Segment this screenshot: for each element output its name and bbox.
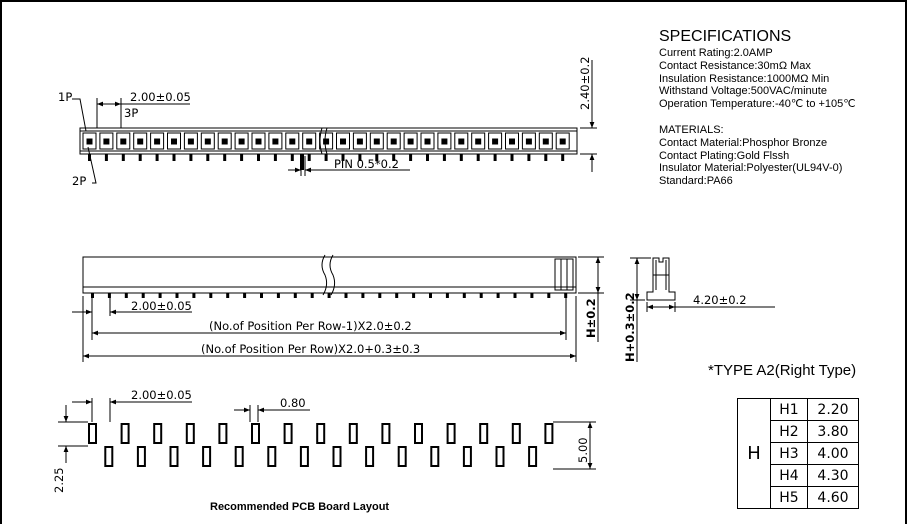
top-view-pin — [544, 154, 547, 161]
break-line — [320, 128, 322, 154]
side-view-pin — [361, 293, 364, 298]
top-view-pin — [223, 154, 226, 161]
side-view-pin — [176, 293, 179, 298]
top-view-contact — [357, 139, 362, 144]
height-value: 4.00 — [808, 443, 859, 465]
table-row — [738, 399, 859, 421]
length-outer-text: (No.of Position Per Row)X2.0+0.3±0.3 — [201, 342, 421, 356]
top-view-contact — [239, 139, 244, 144]
side-view-pins — [91, 293, 567, 298]
side-view-pin — [209, 293, 212, 298]
side-view-pin — [395, 293, 398, 298]
top-view-contact — [256, 139, 261, 144]
pcb-pad — [268, 447, 275, 466]
side-view-pin — [480, 293, 483, 298]
side-view-pin — [530, 293, 533, 298]
top-view-pin — [156, 154, 159, 161]
type-star: * — [708, 362, 714, 379]
pcb-pad — [334, 447, 341, 466]
spec-line: Operation Temperature:-40℃ to +105℃ — [659, 98, 856, 111]
type-title — [708, 362, 856, 379]
top-view-contact — [391, 139, 396, 144]
top-view-contact — [307, 139, 312, 144]
top-view-pin — [527, 154, 530, 161]
side-view-pin — [192, 293, 195, 298]
top-view-pin — [173, 154, 176, 161]
height-group-label: H — [738, 399, 771, 509]
top-view-pin — [325, 154, 328, 161]
material-line: Contact Plating:Gold Flssh — [659, 149, 790, 162]
height-name: H3 — [771, 443, 808, 465]
type-title-text: TYPE A2(Right Type) — [713, 362, 857, 379]
top-view-contact — [476, 139, 481, 144]
top-view-contact — [425, 139, 430, 144]
pcb-pad — [285, 424, 292, 443]
top-view-pins — [88, 154, 564, 170]
side-view-pin — [497, 293, 500, 298]
top-view-pin — [477, 154, 480, 161]
pcb-pad — [464, 447, 471, 466]
top-view-contact — [526, 139, 531, 144]
top-view-pin — [308, 154, 311, 161]
top-view-contact — [138, 139, 143, 144]
height-value: 4.30 — [808, 465, 859, 487]
top-view-contact — [459, 139, 464, 144]
pcb-caption: Recommended PCB Board Layout — [210, 501, 390, 513]
material-line: Insulator Material:Polyester(UL94V-0) — [659, 162, 843, 175]
height-value: 3.80 — [808, 421, 859, 443]
top-view-contact — [155, 139, 160, 144]
end-width-text: 4.20±0.2 — [693, 293, 747, 307]
side-view-body — [83, 257, 576, 293]
pcb-pad — [513, 424, 520, 443]
break-line — [322, 255, 327, 295]
top-view-pin — [105, 154, 108, 161]
pcb-pad — [219, 424, 226, 443]
side-view-pin — [226, 293, 229, 298]
height-name: H4 — [771, 465, 808, 487]
side-view-pin — [125, 293, 128, 298]
pcb-pad — [252, 424, 259, 443]
label-2p: 2P — [72, 174, 87, 188]
leader-2p — [88, 147, 96, 183]
pcb-pad — [317, 424, 324, 443]
top-view-pin — [511, 154, 514, 161]
side-view-pin — [260, 293, 263, 298]
pin-size-text: PIN 0.5*0.2 — [334, 157, 399, 171]
pcb-pad — [448, 424, 455, 443]
break-line — [330, 255, 335, 295]
length-inner-text: (No.of Position Per Row-1)X2.0±0.2 — [209, 319, 412, 333]
side-view-pin — [429, 293, 432, 298]
height-value: 4.60 — [808, 487, 859, 509]
top-pitch-text: 2.00±0.05 — [130, 90, 191, 104]
side-view-pin — [311, 293, 314, 298]
top-view-contact — [374, 139, 379, 144]
top-view-contact — [341, 139, 346, 144]
top-view-contact — [104, 139, 109, 144]
pcb-pad — [187, 424, 194, 443]
side-view-pin — [412, 293, 415, 298]
top-view-pin — [257, 154, 260, 161]
side-pitch-text: 2.00±0.05 — [131, 299, 192, 313]
side-view-pin — [142, 293, 145, 298]
pcb-pad — [154, 424, 161, 443]
side-view-pin — [345, 293, 348, 298]
height-value: 2.20 — [808, 399, 859, 421]
side-view-pin — [328, 293, 331, 298]
label-1p: 1P — [58, 90, 73, 104]
top-view-pin — [426, 154, 429, 161]
pcb-pad — [138, 447, 145, 466]
label-3p: 3P — [124, 106, 139, 120]
top-view-pin — [189, 154, 192, 161]
top-view-pin — [122, 154, 125, 161]
pcb-pad — [203, 447, 210, 466]
h-total-text: H+0.3±0.2 — [623, 292, 637, 362]
pcb-pad — [415, 424, 422, 443]
pcb-pad — [301, 447, 308, 466]
top-view-contact — [290, 139, 295, 144]
pcb-pad — [366, 447, 373, 466]
specifications-title: SPECIFICATIONS — [659, 28, 792, 45]
top-view-contact — [87, 139, 92, 144]
end-view — [630, 258, 775, 362]
side-view-pin — [277, 293, 280, 298]
pcb-pad — [350, 424, 357, 443]
top-view-contact — [510, 139, 515, 144]
side-view-pin — [159, 293, 162, 298]
side-view-end — [555, 259, 573, 290]
spec-line: Insulation Resistance:1000MΩ Min — [659, 72, 830, 85]
top-view-pin — [240, 154, 243, 161]
top-view-pin — [274, 154, 277, 161]
top-view-contact — [172, 139, 177, 144]
top-view-pin — [409, 154, 412, 161]
pcb-pad — [480, 424, 487, 443]
side-view-pin — [547, 293, 550, 298]
top-view-pin — [561, 154, 564, 161]
top-view-pin — [494, 154, 497, 161]
side-view-pin — [294, 293, 297, 298]
pcb-layout — [58, 398, 596, 469]
spec-line: Withstand Voltage:500VAC/minute — [659, 85, 827, 98]
top-view-contact — [205, 139, 210, 144]
spec-line: Contact Resistance:30mΩ Max — [659, 59, 811, 72]
spec-line: Current Rating:2.0AMP — [659, 47, 773, 59]
pcb-row-spacing-text: 5.00 — [576, 437, 590, 463]
top-view-cells — [83, 133, 569, 149]
top-view-contact — [273, 139, 278, 144]
side-view-pin — [463, 293, 466, 298]
pcb-pad — [399, 447, 406, 466]
pcb-pad — [105, 447, 112, 466]
pcb-pads — [89, 424, 552, 466]
pcb-pad — [497, 447, 504, 466]
end-view-profile — [647, 258, 675, 300]
material-line: Contact Material:Phosphor Bronze — [659, 136, 828, 149]
top-view-contact — [188, 139, 193, 144]
top-view-contact — [222, 139, 227, 144]
pcb-pad — [529, 447, 536, 466]
top-view-pin — [206, 154, 209, 161]
top-view-contact — [121, 139, 126, 144]
top-view-pin — [291, 154, 294, 161]
height-name: H2 — [771, 421, 808, 443]
height-table — [737, 398, 859, 509]
h-text: H±0.2 — [584, 298, 598, 338]
leader-1p — [72, 99, 86, 131]
pcb-pad — [89, 424, 96, 443]
top-view-contact — [442, 139, 447, 144]
top-view-contact — [324, 139, 329, 144]
pcb-pad — [431, 447, 438, 466]
side-view-pin — [446, 293, 449, 298]
height-name: H1 — [771, 399, 808, 421]
top-height-text: 2.40±0.2 — [578, 56, 592, 110]
top-view-contact — [560, 139, 565, 144]
material-line: Standard:PA66 — [659, 175, 733, 188]
pcb-pad — [236, 447, 243, 466]
top-view-pin — [139, 154, 142, 161]
pcb-pad — [171, 447, 178, 466]
top-view-contact — [493, 139, 498, 144]
side-view-pin — [514, 293, 517, 298]
pcb-offset-text: 2.25 — [52, 467, 66, 493]
pcb-pitch-text: 2.00±0.05 — [131, 388, 192, 402]
pcb-pad — [382, 424, 389, 443]
top-view-contact — [408, 139, 413, 144]
pcb-pad — [122, 424, 129, 443]
pcb-pad-text: 0.80 — [280, 396, 306, 410]
pcb-pad — [545, 424, 552, 443]
side-view-pin — [243, 293, 246, 298]
top-view-pin — [443, 154, 446, 161]
height-name: H5 — [771, 487, 808, 509]
top-view-pin — [460, 154, 463, 161]
top-view-contact — [543, 139, 548, 144]
side-view-pin — [378, 293, 381, 298]
materials-title: MATERIALS: — [659, 123, 724, 136]
